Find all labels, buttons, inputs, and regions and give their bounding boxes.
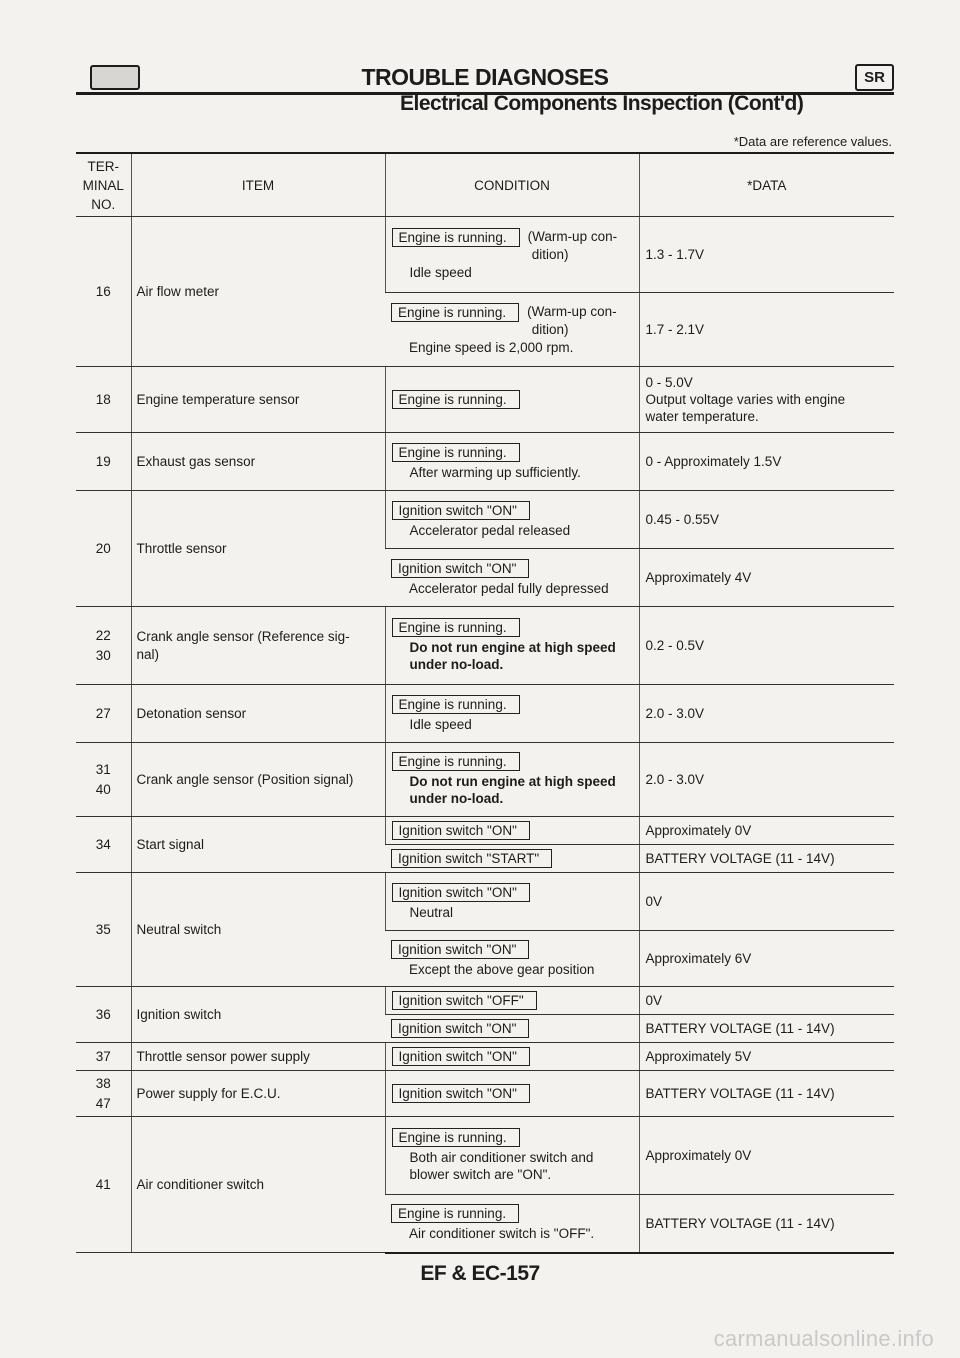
condition-note: Engine speed is 2,000 rpm. <box>409 340 574 355</box>
item-name: Throttle sensor <box>131 491 385 607</box>
condition-cell <box>385 1195 639 1253</box>
condition-box: Ignition switch "START" <box>391 849 552 868</box>
condition-note: Both air conditioner switch and blower switch are "ON". <box>409 1150 594 1182</box>
table-row <box>76 367 894 433</box>
condition-box: Ignition switch "ON" <box>392 1047 530 1066</box>
terminal-no: 31 40 <box>76 743 131 817</box>
condition-cell <box>385 685 639 743</box>
condition-cell <box>385 491 639 549</box>
data-value: BATTERY VOLTAGE (11 - 14V) <box>639 845 894 873</box>
table-body <box>76 217 894 1253</box>
col-header-condition: CONDITION <box>385 153 639 217</box>
terminal-no: 41 <box>76 1117 131 1253</box>
condition-cell <box>385 433 639 491</box>
data-value: 2.0 - 3.0V <box>639 685 894 743</box>
data-value: 2.0 - 3.0V <box>639 743 894 817</box>
table-row <box>76 987 894 1015</box>
table-row <box>76 1071 894 1117</box>
condition-box: Ignition switch "ON" <box>392 821 530 840</box>
condition-box: Ignition switch "OFF" <box>392 991 537 1010</box>
data-value: 0.45 - 0.55V <box>639 491 894 549</box>
terminal-no: 18 <box>76 367 131 433</box>
data-value: BATTERY VOLTAGE (11 - 14V) <box>639 1195 894 1253</box>
condition-cell <box>385 607 639 685</box>
condition-box: Engine is running. <box>392 390 520 409</box>
condition-note: Except the above gear position <box>409 961 595 977</box>
data-value: 0 - Approximately 1.5V <box>639 433 894 491</box>
condition-cell <box>385 549 639 607</box>
condition-box: Engine is running. <box>391 303 519 322</box>
data-value: 1.7 - 2.1V <box>639 293 894 367</box>
col-header-terminal: TER- MINAL NO. <box>76 153 131 217</box>
terminal-no: 34 <box>76 817 131 873</box>
page-number: EF & EC-157 <box>420 1262 540 1285</box>
condition-box: Engine is running. <box>392 752 520 771</box>
condition-cell <box>385 845 639 873</box>
condition-cell <box>385 931 639 987</box>
terminal-no: 20 <box>76 491 131 607</box>
condition-side: (Warm-up con- <box>527 304 617 319</box>
item-name: Neutral switch <box>131 873 385 987</box>
item-name: Power supply for E.C.U. <box>131 1071 385 1117</box>
condition-box: Engine is running. <box>392 1128 520 1147</box>
item-name: Crank angle sensor (Position signal) <box>131 743 385 817</box>
condition-cell <box>385 1071 639 1117</box>
condition-note: Do not run engine at high speed under no-load. <box>409 774 616 806</box>
condition-cell <box>385 1043 639 1071</box>
item-name: Engine temperature sensor <box>131 367 385 433</box>
condition-cell <box>385 743 639 817</box>
condition-cell <box>385 217 639 293</box>
table-header-row <box>76 153 894 217</box>
condition-box: Engine is running. <box>392 228 520 247</box>
condition-side-cont: dition) <box>531 247 569 262</box>
section-subtitle: Electrical Components Inspection (Cont'd) <box>400 92 804 115</box>
section-badge: SR <box>855 64 894 91</box>
data-value: BATTERY VOLTAGE (11 - 14V) <box>639 1015 894 1043</box>
condition-note: Accelerator pedal fully depressed <box>409 580 609 596</box>
terminal-no: 35 <box>76 873 131 987</box>
page-title: TROUBLE DIAGNOSES <box>361 64 609 90</box>
condition-box: Engine is running. <box>392 618 520 637</box>
table-row <box>76 685 894 743</box>
item-name: Ignition switch <box>131 987 385 1043</box>
terminal-no: 22 30 <box>76 607 131 685</box>
condition-cell <box>385 293 639 367</box>
condition-box: Engine is running. <box>392 443 520 462</box>
condition-note: Neutral <box>409 904 454 920</box>
item-name: Start signal <box>131 817 385 873</box>
condition-note: Air conditioner switch is "OFF". <box>409 1226 595 1242</box>
terminal-no: 38 47 <box>76 1071 131 1117</box>
condition-note: After warming up sufficiently. <box>409 464 581 480</box>
condition-cell <box>385 1117 639 1195</box>
terminal-no: 27 <box>76 685 131 743</box>
terminal-no: 36 <box>76 987 131 1043</box>
data-value: Approximately 4V <box>639 549 894 607</box>
table-row <box>76 817 894 845</box>
table-row <box>76 873 894 931</box>
condition-side-cont: dition) <box>531 322 569 337</box>
watermark: carmanualsonline.info <box>713 1326 934 1351</box>
condition-note: Idle speed <box>409 265 472 280</box>
data-value: 0.2 - 0.5V <box>639 607 894 685</box>
data-value: 0 - 5.0V Output voltage varies with engine water temperature. <box>639 367 894 433</box>
table-row <box>76 607 894 685</box>
item-name: Exhaust gas sensor <box>131 433 385 491</box>
terminal-no: 16 <box>76 217 131 367</box>
col-header-item: ITEM <box>131 153 385 217</box>
item-name: Air conditioner switch <box>131 1117 385 1253</box>
data-value: 1.3 - 1.7V <box>639 217 894 293</box>
item-name: Air flow meter <box>131 217 385 367</box>
condition-box: Ignition switch "ON" <box>391 940 529 959</box>
inspection-table <box>76 152 894 1254</box>
data-value: BATTERY VOLTAGE (11 - 14V) <box>639 1071 894 1117</box>
condition-box: Ignition switch "ON" <box>392 501 530 520</box>
condition-cell <box>385 1015 639 1043</box>
condition-cell <box>385 987 639 1015</box>
col-header-data: *DATA <box>639 153 894 217</box>
data-value: Approximately 0V <box>639 817 894 845</box>
condition-box: Engine is running. <box>392 695 520 714</box>
data-value: Approximately 0V <box>639 1117 894 1195</box>
terminal-no: 19 <box>76 433 131 491</box>
condition-box: Ignition switch "ON" <box>391 559 529 578</box>
condition-note: Do not run engine at high speed under no-load. <box>409 640 616 672</box>
item-name: Throttle sensor power supply <box>131 1043 385 1071</box>
condition-cell <box>385 873 639 931</box>
condition-box: Ignition switch "ON" <box>391 1019 529 1038</box>
item-name: Crank angle sensor (Reference sig- nal) <box>131 607 385 685</box>
data-value: Approximately 5V <box>639 1043 894 1071</box>
condition-box: Ignition switch "ON" <box>392 1084 530 1103</box>
terminal-no: 37 <box>76 1043 131 1071</box>
table-row <box>76 743 894 817</box>
condition-box: Ignition switch "ON" <box>392 883 530 902</box>
table-row <box>76 217 894 293</box>
condition-note: Idle speed <box>409 716 472 732</box>
table-row <box>76 491 894 549</box>
data-value: Approximately 6V <box>639 931 894 987</box>
condition-cell <box>385 367 639 433</box>
condition-side: (Warm-up con- <box>527 229 618 244</box>
condition-box: Engine is running. <box>391 1204 519 1223</box>
data-value: 0V <box>639 873 894 931</box>
data-value: 0V <box>639 987 894 1015</box>
table-row <box>76 1117 894 1195</box>
condition-cell <box>385 817 639 845</box>
table-row <box>76 433 894 491</box>
table-row <box>76 1043 894 1071</box>
reference-note: *Data are reference values. <box>733 134 892 149</box>
condition-note: Accelerator pedal released <box>409 522 571 538</box>
item-name: Detonation sensor <box>131 685 385 743</box>
